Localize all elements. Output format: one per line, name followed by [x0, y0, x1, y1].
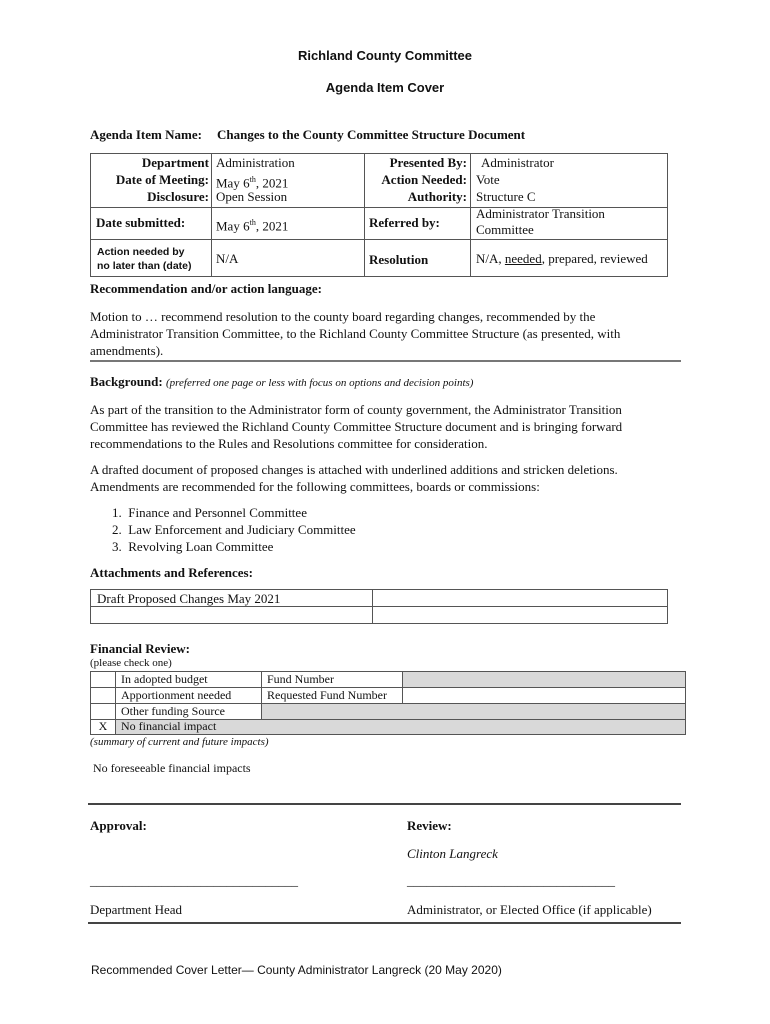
date-submitted-value: May 6th, 2021 [216, 218, 289, 234]
fund-number-label: Fund Number [267, 672, 334, 686]
list-item: 1. Finance and Personnel Committee [112, 505, 307, 520]
authority-value: Structure C [476, 189, 536, 204]
summary-text: No foreseeable financial impacts [93, 761, 251, 775]
list-item: 3. Revolving Loan Committee [112, 539, 274, 554]
footer-text: Recommended Cover Letter— County Administrator Langreck (20 May 2020) [91, 963, 502, 977]
background-heading-row [90, 374, 473, 390]
authority-label: Authority: [407, 189, 467, 204]
action-needed-by-label: Action needed by no later than (date) [97, 246, 192, 272]
committee-list [112, 504, 356, 555]
administrator-label: Administrator, or Elected Office (if applicable) [407, 902, 652, 917]
resolution-value: N/A, needed, prepared, reviewed [476, 251, 648, 266]
date-of-meeting-label: Date of Meeting: [115, 172, 209, 187]
disclosure-value: Open Session [216, 189, 288, 204]
action-needed-value: Vote [476, 172, 500, 187]
referred-by-value: Administrator Transition Committee [476, 206, 605, 237]
approval-label: Approval: [90, 818, 147, 833]
requested-fund-number-label: Requested Fund Number [267, 688, 387, 702]
section-divider [90, 360, 681, 362]
checkbox-no-financial-impact[interactable]: X [98, 719, 108, 733]
recommendation-text: Motion to … recommend resolution to the county board regarding changes, recommended by the Administrator Transition Committee, to the Richland County Committee Structure (as presented, with amendments). [90, 309, 621, 358]
attachment-item[interactable]: Draft Proposed Changes May 2021 [97, 591, 281, 606]
background-heading: Background: [90, 374, 163, 389]
background-paragraph-2: A drafted document of proposed changes is attached with underlined additions and stricken deletions. Amendments are recommended for the following committees, boards or commissions: [90, 462, 618, 494]
disclosure-label: Disclosure: [147, 189, 209, 204]
document-title: Richland County Committee [297, 48, 473, 63]
option-other-funding: Other funding Source [121, 704, 225, 718]
action-needed-by-value: N/A [216, 251, 239, 266]
date-submitted-label: Date submitted: [96, 215, 186, 230]
action-needed-label: Action Needed: [381, 172, 467, 187]
summary-note: (summary of current and future impacts) [90, 736, 269, 748]
agenda-item-label: Agenda Item Name: [90, 127, 202, 142]
department-signature-line[interactable]: ________________________________ [90, 873, 298, 888]
presented-by-label: Presented By: [389, 155, 467, 170]
recommendation-heading: Recommendation and/or action language: [90, 281, 322, 296]
list-item: 2. Law Enforcement and Judiciary Committee [112, 522, 356, 537]
date-of-meeting-value: May 6th, 2021 [216, 175, 289, 191]
approval-top-rule [88, 803, 681, 805]
reviewer-name: Clinton Langreck [407, 846, 498, 861]
document-subtitle: Agenda Item Cover [325, 80, 445, 95]
agenda-item-value: Changes to the County Committee Structure Document [217, 127, 526, 142]
review-label: Review: [407, 818, 452, 833]
option-adopted-budget: In adopted budget [121, 672, 208, 686]
department-label: Department [141, 155, 209, 170]
option-apportionment-needed: Apportionment needed [121, 688, 232, 702]
reviewer-signature-line[interactable]: ________________________________ [407, 873, 615, 888]
approval-bottom-rule [88, 922, 681, 924]
department-head-label: Department Head [90, 902, 183, 917]
financial-note: (please check one) [90, 657, 172, 669]
financial-heading: Financial Review: [90, 641, 191, 656]
option-no-financial-impact: No financial impact [121, 719, 217, 733]
department-value: Administration [216, 155, 295, 170]
background-note: (preferred one page or less with focus on options and decision points) [165, 377, 474, 389]
resolution-label: Resolution [369, 252, 429, 267]
presented-by-value: Administrator [481, 155, 554, 170]
referred-by-label: Referred by: [369, 215, 440, 230]
attachments-heading: Attachments and References: [90, 565, 253, 580]
background-paragraph-1: As part of the transition to the Administrator form of county government, the Administrator Transition Committee has reviewed the Richland County Committee Structure document and is bringing forward recommendations to the Rules and Resolutions committee for consideration. [90, 402, 623, 451]
